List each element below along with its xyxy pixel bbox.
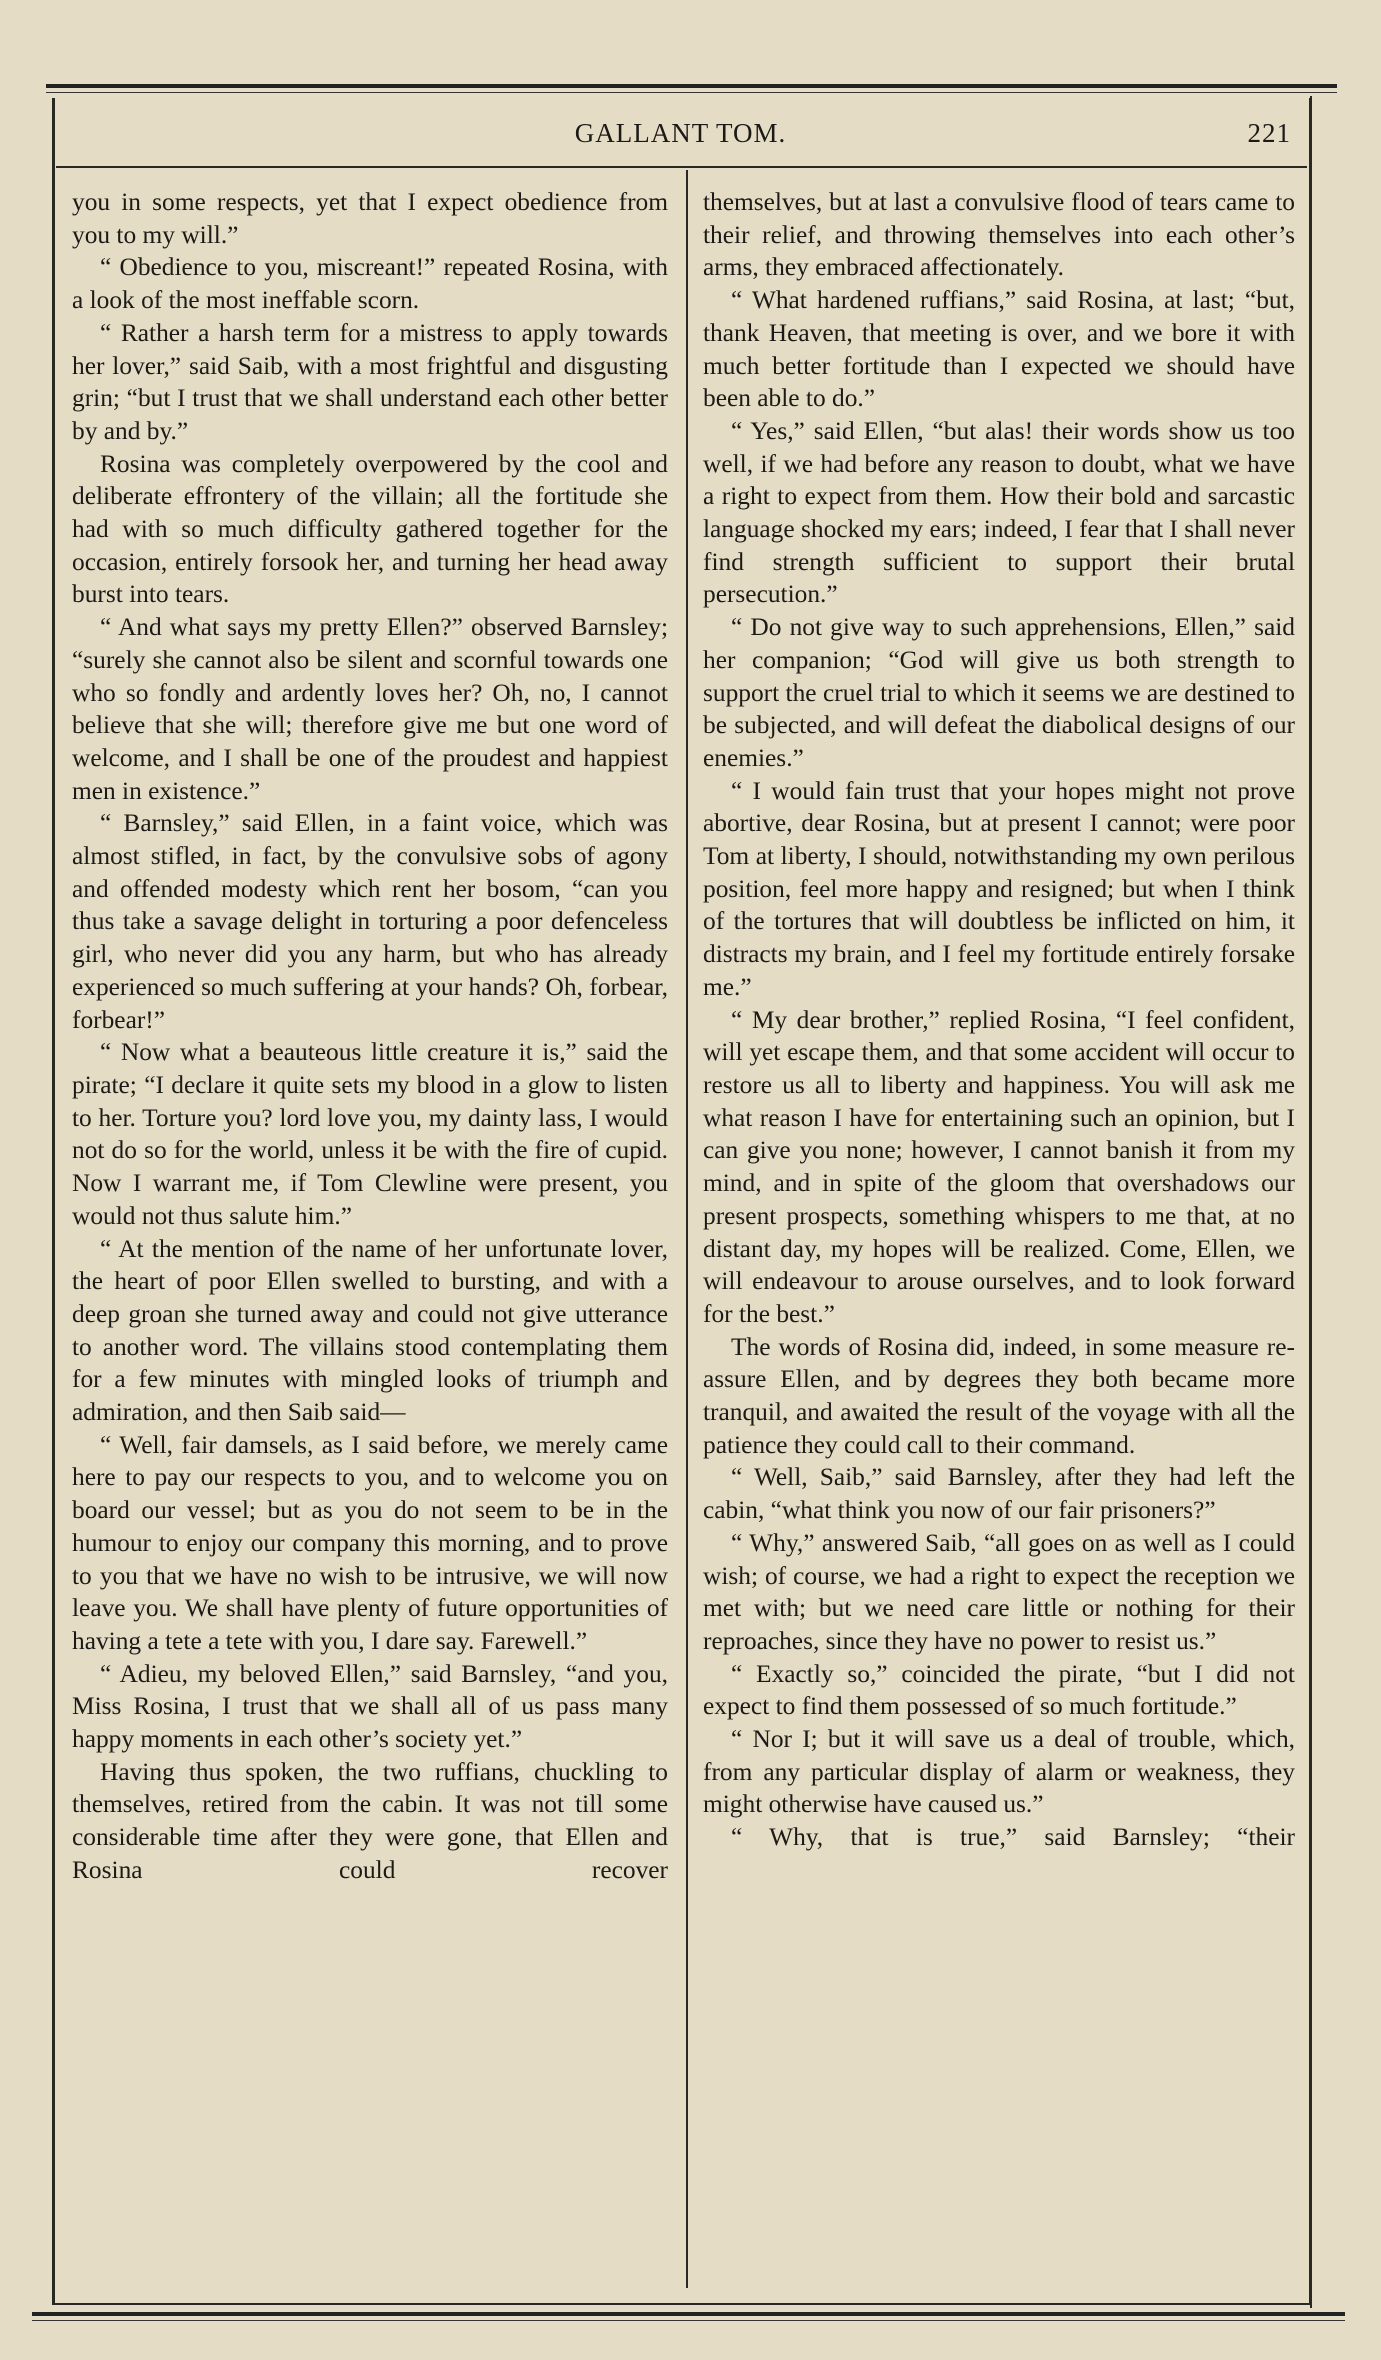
paragraph: “ Rather a harsh term for a mistress to apply towards her lover,” said Saib, with a most frightful and disgusting grin; “but I trust that we shall understand each other better by and by.” bbox=[72, 318, 668, 445]
paragraph: “ Yes,” said Ellen, “but alas! their words show us too well, if we had before any reason to doubt, what we have a right to expect from them. How their bold and sarcastic language shocked my ears; indeed, I fear that I shall never find strength sufficient to support their brutal persecution.” bbox=[703, 416, 1295, 609]
top-double-rule bbox=[46, 84, 1337, 93]
paragraph: Rosina was completely overpowered by the cool and deliberate effrontery of the villain; all the fortitude she had with so much difficulty gathered together for the occasion, entirely forsook her, and turning her head away burst into tears. bbox=[72, 449, 668, 609]
bottom-double-rule bbox=[32, 2312, 1345, 2321]
paragraph: Having thus spoken, the two ruffians, chuckling to themselves, retired from the cabin. It was not till some considerable time after they were gone, that Ellen and Rosina could recover bbox=[72, 1757, 668, 1884]
paragraph: “ Why, that is true,” said Barnsley; “their bbox=[731, 1823, 1295, 1852]
paragraph: “ Well, Saib,” said Barnsley, after they had left the cabin, “what think you now of our fair prisoners?” bbox=[703, 1463, 1295, 1525]
paragraph: “ What hardened ruffians,” said Rosina, at last; “but, thank Heaven, that meeting is over, and we bore it with much better fortitude than I expected we should have been able to do.” bbox=[703, 286, 1295, 413]
paragraph: “ Do not give way to such apprehensions, Ellen,” said her companion; “God will give us both strength to support the cruel trial to which it seems we are destined to be subjected, and will defeat the diabolical designs of our enemies.” bbox=[703, 613, 1295, 772]
running-header bbox=[60, 118, 1301, 158]
paragraph: “ Nor I; but it will save us a deal of trouble, which, from any particular display of alarm or weakness, they might otherwise have caused us.” bbox=[703, 1725, 1295, 1819]
paragraph: “ Obedience to you, miscreant!” repeated Rosina, with a look of the most ineffable scorn. bbox=[72, 253, 668, 315]
paragraph: “ And what says my pretty Ellen?” observed Barnsley; “surely she cannot also be silent and scornful towards one who so fondly and ardently loves her? Oh, no, I cannot believe that she will; therefore give me but one word of welcome, and I shall be one of the proudest and happiest men in existence.” bbox=[72, 613, 668, 805]
paragraph: themselves, but at last a convulsive flood of tears came to their relief, and throwing themselves into each other’s arms, they embraced affectionately. bbox=[703, 188, 1295, 282]
left-column bbox=[72, 186, 668, 1887]
paragraph: “ I would fain trust that your hopes might not prove abortive, dear Rosina, but at present I cannot; were poor Tom at liberty, I should, notwithstanding my own perilous position, feel more happy and resigned; but when I think of the tortures that will doubtless be inflicted on him, it distracts my brain, and I feel my fortitude entirely forsake me.” bbox=[703, 776, 1295, 1001]
paragraph: “ Well, fair damsels, as I said before, we merely came here to pay our respects to you, and to welcome you on board our vessel; but as you do not seem to be in the humour to enjoy our company this morning, and to prove to you that we have no wish to be intrusive, we will now leave you. We shall have plenty of future opportunities of having a tete a tete with you, I dare say. Farewell.” bbox=[72, 1430, 668, 1655]
column-divider bbox=[686, 170, 688, 2288]
paragraph: “ Now what a beauteous little creature it is,” said the pirate; “I declare it quite sets my blood in a glow to listen to her. Torture you? lord love you, my dainty lass, I would not do so for the world, unless it be with the fire of cupid. Now I warrant me, if Tom Clewline were present, you would not thus salute him.” bbox=[72, 1038, 668, 1230]
paragraph: you in some respects, yet that I expect obedience from you to my will.” bbox=[72, 188, 668, 249]
paragraph: “ At the mention of the name of her unfortunate lover, the heart of poor Ellen swelled to bursting, and with a deep groan she turned away and could not give utterance to another word. The villains stood contemplating them for a few minutes with mingled looks of triumph and admiration, and then Saib said— bbox=[72, 1234, 668, 1427]
running-title: GALLANT TOM. bbox=[574, 118, 787, 148]
paragraph: The words of Rosina did, indeed, in some measure re-assure Ellen, and by degrees they both became more tranquil, and awaited the result of the voyage with all the patience they could call to their command. bbox=[703, 1332, 1295, 1459]
paragraph: “ My dear brother,” replied Rosina, “I feel confident, will yet escape them, and that some accident will occur to restore us all to liberty and happiness. You will ask me what reason I have for entertaining such an opinion, but I can give you none; however, I cannot banish it from my mind, and in spite of the gloom that overshadows our present prospects, something whispers to me that, at no distant day, my hopes will be realized. Come, Ellen, we will endeavour to arouse ourselves, and to look forward for the best.” bbox=[703, 1005, 1295, 1328]
page-frame-outer-rule bbox=[1310, 96, 1312, 2308]
paragraph: “ Adieu, my beloved Ellen,” said Barnsley, “and you, Miss Rosina, I trust that we shall all of us pass many happy moments in each other’s society yet.” bbox=[72, 1659, 668, 1754]
header-rule bbox=[56, 166, 1307, 168]
paragraph: “ Why,” answered Saib, “all goes on as well as I could wish; of course, we had a right to expect the reception we met with; but we need care little or nothing for their reproaches, since they have no power to resist us.” bbox=[703, 1528, 1295, 1655]
right-column bbox=[703, 186, 1295, 1854]
page-number: 221 bbox=[1247, 118, 1291, 148]
paragraph: “ Exactly so,” coincided the pirate, “but I did not expect to find them possessed of so much fortitude.” bbox=[703, 1659, 1295, 1721]
paragraph: “ Barnsley,” said Ellen, in a faint voice, which was almost stifled, in fact, by the convulsive sobs of agony and offended modesty which rent her bosom, “can you thus take a savage delight in torturing a poor defenceless girl, who never did you any harm, but who has already experienced so much suffering at your hands? Oh, forbear, forbear!” bbox=[72, 809, 668, 1034]
